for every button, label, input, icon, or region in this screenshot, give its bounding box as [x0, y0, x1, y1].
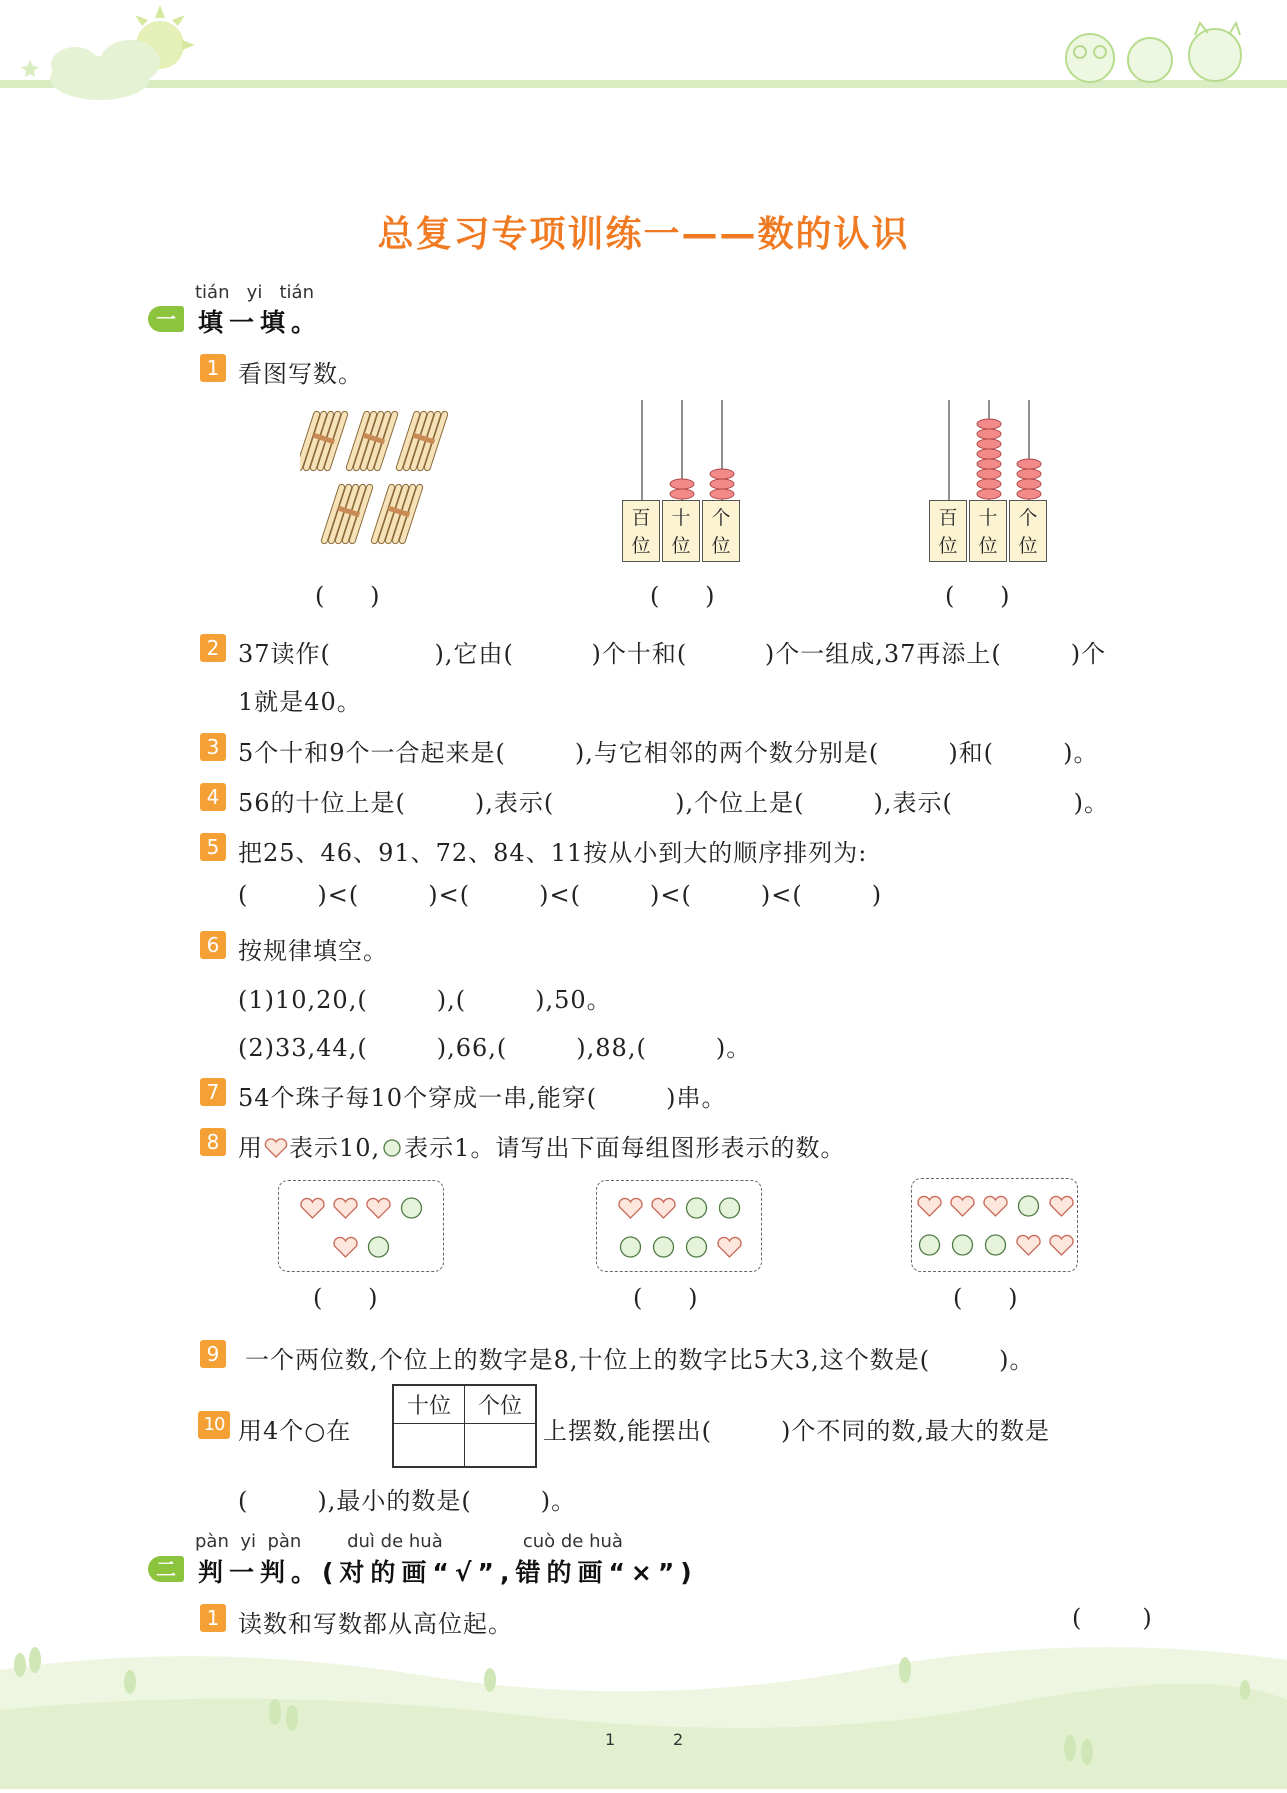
q1-text: 看图写数。 [238, 360, 363, 388]
stick-bundle [300, 411, 348, 472]
circle-icon [687, 1237, 707, 1257]
shape-group-3 [911, 1178, 1078, 1272]
shape-group-2 [596, 1180, 762, 1272]
heart-icon [951, 1196, 974, 1216]
pinyin-syllable: tián [279, 282, 314, 303]
circle-icon [720, 1198, 740, 1218]
circle-icon [953, 1235, 973, 1255]
q7-text: 54个珠子每10个穿成一串,能穿( )串。 [238, 1084, 727, 1112]
star-icon [21, 60, 39, 77]
place-value-table [392, 1384, 537, 1468]
question-number-10: 10 [198, 1411, 230, 1439]
place-label-ones: 个 位 [702, 500, 740, 562]
circle-icon [369, 1237, 389, 1257]
footer-landscape [0, 1630, 1287, 1789]
q6-line2[interactable]: (2)33,44,( ),66,( ),88,( )。 [238, 1034, 752, 1062]
stick-bundles-graphic [300, 405, 460, 555]
q5-text-line1: 把25、46、91、72、84、11按从小到大的顺序排列为: [238, 839, 868, 867]
q6-line1[interactable]: (1)10,20,( ),( ),50。 [238, 986, 612, 1014]
section1-pinyin [195, 282, 314, 303]
circle-icon [986, 1235, 1006, 1255]
stick-bundle [396, 411, 449, 472]
section1-badge: 一 [148, 306, 184, 332]
heart-icon [263, 1137, 289, 1159]
heart-icon [984, 1196, 1007, 1216]
place-label-hundreds: 百 位 [622, 500, 660, 562]
page-number-left: 1 [605, 1730, 616, 1749]
pinyin-syllable: tián [195, 282, 230, 303]
section2-badge: 二 [148, 1556, 184, 1582]
judge-number-1: 1 [200, 1604, 226, 1632]
q1-answer-blank[interactable]: ( ) [945, 582, 1010, 610]
q10-text-part1: 用4个○在 [238, 1417, 352, 1445]
heart-icon [334, 1237, 357, 1257]
pinyin-syllable: yi [240, 1531, 256, 1552]
pinyin-syllable: duì de huà [347, 1531, 443, 1552]
abacus-a [620, 400, 745, 570]
question-number-7: 7 [200, 1078, 226, 1106]
q8-answer-blank[interactable]: ( ) [313, 1284, 378, 1312]
pinyin-syllable: cuò de huà [522, 1531, 623, 1552]
q8-text-part: 用 [238, 1134, 263, 1162]
heart-icon [1050, 1235, 1073, 1255]
table-cell[interactable] [465, 1423, 537, 1467]
stick-bundle [346, 411, 399, 472]
page-number-right: 2 [673, 1730, 684, 1749]
table-header: 十位 [393, 1385, 465, 1423]
q5-ordering-blanks[interactable]: ( )<( )<( )<( )<( )<( ) [238, 881, 883, 909]
question-number-2: 2 [200, 634, 226, 662]
q1-answer-blank[interactable]: ( ) [315, 582, 380, 610]
table-header: 个位 [465, 1385, 537, 1423]
heart-icon [334, 1198, 357, 1218]
judge1-answer-blank[interactable]: ( ) [1072, 1604, 1152, 1632]
hills-graphic [0, 1630, 1287, 1789]
heart-icon [301, 1198, 324, 1218]
heart-icon [652, 1198, 675, 1218]
q3-text: 5个十和9个一合起来是( ),与它相邻的两个数分别是( )和( )。 [238, 739, 1099, 767]
heart-icon [367, 1198, 390, 1218]
circle-icon [380, 1137, 404, 1159]
stick-bundle [371, 484, 424, 545]
judge1-text: 读数和写数都从高位起。 [238, 1610, 513, 1638]
pinyin-syllable: pàn [195, 1531, 229, 1552]
question-number-8: 8 [200, 1128, 226, 1156]
question-number-6: 6 [200, 931, 226, 959]
question-number-5: 5 [200, 833, 226, 861]
table-cell[interactable] [393, 1423, 465, 1467]
place-label-tens: 十 位 [662, 500, 700, 562]
question-number-3: 3 [200, 733, 226, 761]
q9-text: 一个两位数,个位上的数字是8,十位上的数字比5大3,这个数是( )。 [245, 1346, 1035, 1374]
question-number-1: 1 [200, 354, 226, 382]
animal-faces-icon [1066, 23, 1241, 82]
heart-icon [1050, 1196, 1073, 1216]
pinyin-syllable: pàn [267, 1531, 302, 1552]
heart-icon [718, 1237, 741, 1257]
circle-icon [654, 1237, 674, 1257]
q1-answer-blank[interactable]: ( ) [650, 582, 715, 610]
circle-icon [621, 1237, 641, 1257]
heart-icon [1017, 1235, 1040, 1255]
shape-group-graphic [597, 1181, 763, 1273]
abacus-b-rods [927, 400, 1052, 500]
heart-icon [918, 1196, 941, 1216]
circle-icon [402, 1198, 422, 1218]
stick-bundles-figure [300, 405, 460, 555]
header-banner-graphic [0, 0, 1287, 110]
header-decoration [0, 0, 1287, 110]
cloud-icon [50, 40, 160, 100]
q8-text-part: 表示10, [289, 1134, 381, 1162]
stick-bundle [321, 484, 374, 545]
q10-text-part2: 上摆数,能摆出( )个不同的数,最大的数是 [543, 1417, 1051, 1445]
q8-answer-blank[interactable]: ( ) [953, 1284, 1018, 1312]
question-number-4: 4 [200, 783, 226, 811]
place-label-tens: 十 位 [969, 500, 1007, 562]
shape-group-graphic [279, 1181, 445, 1273]
section1-title: 填一填。 [198, 308, 323, 337]
q8-answer-blank[interactable]: ( ) [633, 1284, 698, 1312]
abacus-b [927, 400, 1052, 570]
q2-text-line2: 1就是40。 [238, 688, 362, 716]
q8-text-part: 表示1。请写出下面每组图形表示的数。 [404, 1134, 846, 1162]
circle-icon [687, 1198, 707, 1218]
place-label-ones: 个 位 [1009, 500, 1047, 562]
shape-group-1 [278, 1180, 444, 1272]
heart-icon [619, 1198, 642, 1218]
circle-icon [1019, 1196, 1039, 1216]
q10-text-line2: ( ),最小的数是( )。 [238, 1487, 577, 1515]
shape-group-graphic [912, 1179, 1079, 1273]
pinyin-syllable: yi [246, 282, 263, 303]
page-title: 总复习专项训练一——数的认识 [377, 214, 910, 255]
question-number-9: 9 [200, 1340, 226, 1368]
q8-text [238, 1128, 845, 1163]
circle-icon [920, 1235, 940, 1255]
q4-text: 56的十位上是( ),表示( ),个位上是( ),表示( )。 [238, 789, 1110, 817]
abacus-a-rods [620, 400, 745, 500]
place-label-hundreds: 百 位 [929, 500, 967, 562]
section2-pinyin [195, 1531, 623, 1552]
section2-title: 判一判。(对的画“√”,错的画“×”) [198, 1558, 698, 1587]
q6-text: 按规律填空。 [238, 937, 388, 965]
q2-text-line1: 37读作( ),它由( )个十和( )个一组成,37再添上( )个 [238, 640, 1107, 668]
